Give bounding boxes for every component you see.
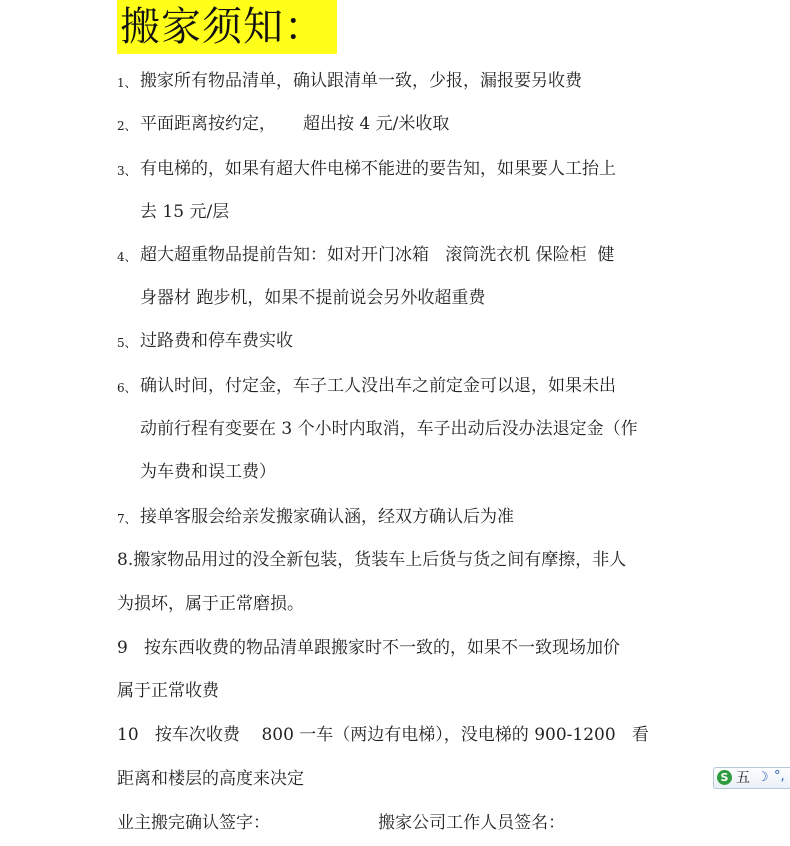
input-mode-button[interactable]: 五 (736, 770, 750, 786)
item-text: 平面距离按约定， 超出按 4 元/米收取 (140, 114, 450, 134)
item-number: 6、 (117, 381, 137, 395)
ime-toolbar[interactable] (713, 767, 790, 789)
item-text: 搬家所有物品清单，确认跟清单一致，少报，漏报要另收费 (140, 71, 582, 91)
sogou-logo-icon[interactable]: S (717, 770, 732, 785)
item-text: 去 15 元/层 (140, 202, 230, 222)
item-text: 确认时间，付定金，车子工人没出车之前定金可以退，如果未出 (140, 376, 616, 396)
item-text: 有电梯的，如果有超大件电梯不能进的要告知，如果要人工抬上 (140, 159, 616, 179)
item-text: 身器材 跑步机，如果不提前说会另外收超重费 (140, 288, 486, 308)
paragraph-text: 属于正常收费 (117, 681, 219, 701)
item-number: 3、 (117, 164, 137, 178)
paragraph-text: 9 按东西收费的物品清单跟搬家时不一致的，如果不一致现场加价 (117, 638, 621, 658)
item-number: 5、 (117, 336, 137, 350)
item-number: 2、 (117, 119, 137, 133)
item-number: 4、 (117, 250, 137, 264)
item-number: 1、 (117, 76, 137, 90)
item-text: 超大超重物品提前告知：如对开门冰箱 滚筒洗衣机 保险柜 健 (140, 245, 615, 265)
item-text: 为车费和误工费） (140, 462, 276, 482)
paragraph-text: 为损坏，属于正常磨损。 (117, 594, 304, 614)
item-text: 动前行程有变要在 3 个小时内取消，车子出动后没办法退定金（作 (140, 419, 638, 439)
paragraph-text: 10 按车次收费 800 一车（两边有电梯），没电梯的 900-1200 看 (117, 725, 649, 745)
half-width-moon-icon[interactable]: ☽ (757, 770, 769, 785)
punctuation-icon[interactable]: °, (774, 769, 785, 784)
signature-text: 业主搬完确认签字： 搬家公司工作人员签名： (117, 813, 566, 833)
paragraph-text: 8.搬家物品用过的没全新包装，货装车上后货与货之间有摩擦，非人 (117, 550, 627, 570)
page-title: 搬家须知： (117, 0, 337, 54)
item-text: 接单客服会给亲发搬家确认涵，经双方确认后为准 (140, 507, 514, 527)
paragraph-text: 距离和楼层的高度来决定 (117, 769, 304, 789)
item-text: 过路费和停车费实收 (140, 331, 293, 351)
item-number: 7、 (117, 512, 137, 526)
